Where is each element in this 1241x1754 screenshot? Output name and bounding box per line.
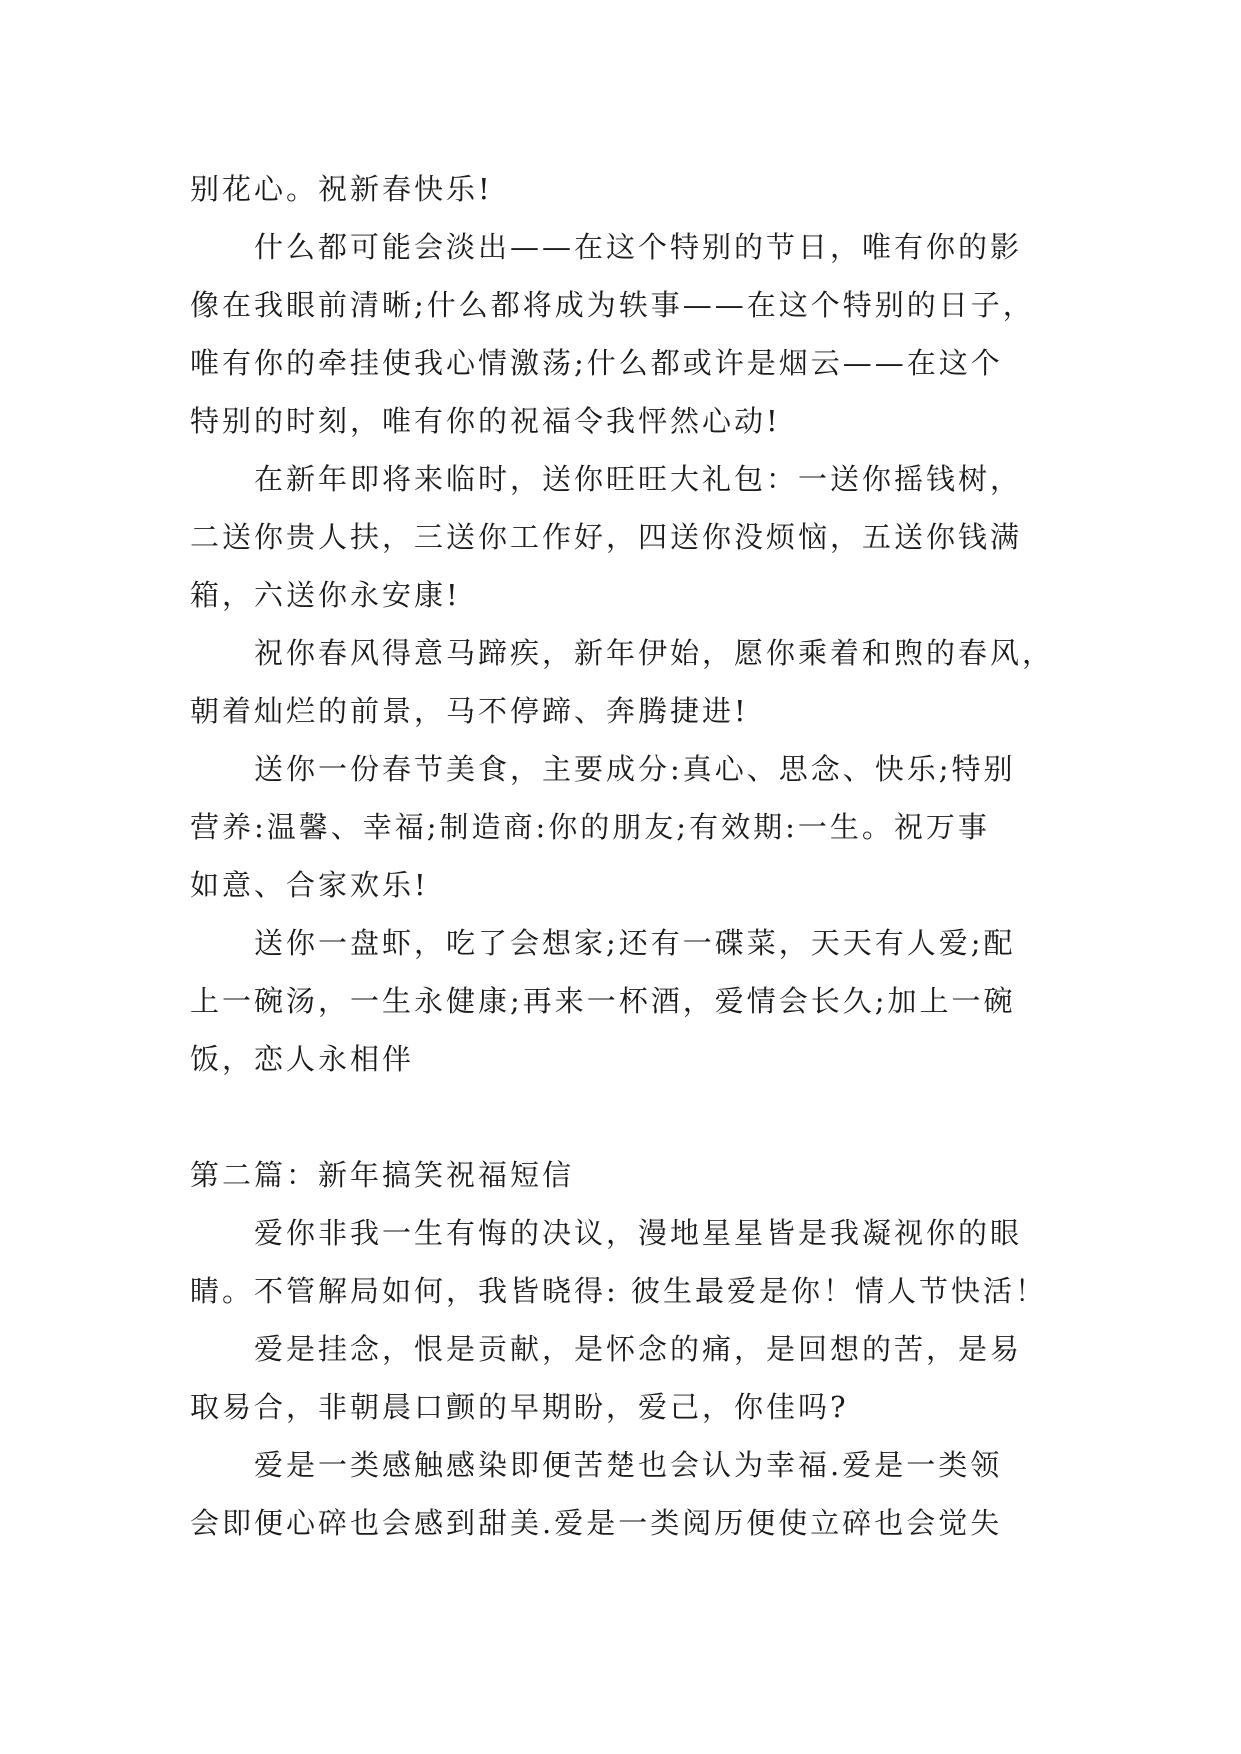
text-line: 别花心。祝新春快乐! bbox=[190, 172, 493, 206]
text-line: 上一碗汤，一生永健康;再来一杯酒，爱情会长久;加上一碗 bbox=[190, 984, 1016, 1018]
text-line: 唯有你的牵挂使我心情激荡;什么都或许是烟云——在这个 bbox=[190, 346, 1003, 380]
text-line: 像在我眼前清晰;什么都将成为轶事——在这个特别的日子， bbox=[190, 288, 1035, 322]
blank-line bbox=[190, 1088, 1060, 1146]
text-line: 特别的时刻，唯有你的祝福令我怦然心动! bbox=[190, 404, 781, 438]
text-line: 饭，恋人永相伴 bbox=[190, 1042, 415, 1076]
paragraph-start-line: 什么都可能会淡出——在这个特别的节日，唯有你的影 bbox=[254, 230, 1023, 264]
paragraph-start-line: 在新年即将来临时，送你旺旺大礼包：一送你摇钱树， bbox=[254, 462, 1023, 496]
text-line: 营养:温馨、幸福;制造商:你的朋友;有效期:一生。祝万事 bbox=[190, 810, 990, 844]
paragraph-start-line: 爱是挂念，恨是贡献，是怀念的痛，是回想的苦，是易 bbox=[254, 1332, 1023, 1366]
paragraph-start-line: 送你一份春节美食，主要成分:真心、思念、快乐;特别 bbox=[254, 752, 1016, 786]
paragraph-start-line: 祝你春风得意马蹄疾，新年伊始，愿你乘着和煦的春风， bbox=[254, 636, 1055, 670]
section-heading: 第二篇：新年搞笑祝福短信 bbox=[190, 1158, 575, 1192]
text-line: 睛。不管解局如何，我皆晓得: 彼生最爱是你！情人节快活！ bbox=[190, 1274, 1047, 1308]
text-line: 朝着灿烂的前景，马不停蹄、奔腾捷进! bbox=[190, 694, 749, 728]
text-line: 如意、合家欢乐! bbox=[190, 868, 429, 902]
paragraph-start-line: 爱你非我一生有悔的决议，漫地星星皆是我凝视你的眼 bbox=[254, 1216, 1023, 1250]
paragraph-start-line: 爱是一类感触感染即便苦楚也会认为幸福.爱是一类领 bbox=[254, 1448, 1003, 1482]
paragraph-start-line: 送你一盘虾，吃了会想家;还有一碟菜，天天有人爱;配 bbox=[254, 926, 1016, 960]
text-line: 取易合，非朝晨口颤的早期盼，爱己，你佳吗? bbox=[190, 1390, 849, 1424]
text-line: 会即便心碎也会感到甜美.爱是一类阅历便使立碎也会觉失 bbox=[190, 1506, 1003, 1540]
text-line: 二送你贵人扶，三送你工作好，四送你没烦恼，五送你钱满 bbox=[190, 520, 1023, 554]
document-body bbox=[190, 160, 1060, 1552]
text-line: 箱，六送你永安康! bbox=[190, 578, 461, 612]
